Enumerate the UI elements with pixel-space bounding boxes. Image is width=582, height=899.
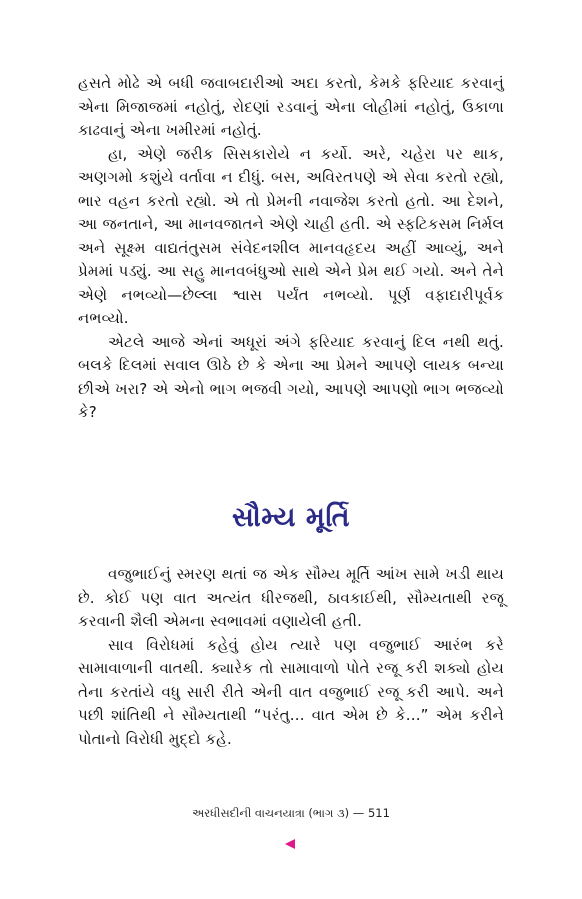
paragraph-5: સાવ વિરોધમાં કહેવું હોય ત્યારે પણ વજુભાઈ આરંભ કરે સામાવાળાની વાતથી. ક્યારેક તો સામાવાળો પોતે રજૂ કરી શક્યો હોય તેના કરતાંયે વધુ સારી રીતે એની વાત વજુભાઈ રજૂ કરી આપે. અને પછી શાંતિથી ને સૌમ્યતાથી “પરંતુ... વાત એમ છે કે...” એમ કરીને પોતાનો વિરોધી મુદ્દો કહે. — [78, 635, 504, 748]
section-heading: સૌમ્ય મૂર્તિ — [232, 502, 350, 533]
paragraph-1: હસતે મોઢે એ બધી જવાબદારીઓ અદા કરતો, કેમકે ફરિયાદ કરવાનું એના મિજાજમાં નહોતું, રોદણાં રડવાનું એના લોહીમાં નહોતું, ઉકાળા કાઢવાનું એના ખમીરમાં નહોતું. — [78, 74, 504, 139]
page-footer: અરધીસદીની વાચનયાત્રા (ભાગ ૩) — 511 — [192, 806, 390, 820]
paragraph-2: હા, એણે જરીક સિસકારોયે ન કર્યો. અરે, ચહેરા પર થાક, અણગમો કશુંયે વર્તાવા ન દીધું. બસ, અવિરતપણે એ સેવા કરતો રહ્યો, ભાર વહન કરતો રહ્યો. એ તો પ્રેમની નવાજેશ કરતો હતો. આ દેશને, આ જનતાને, આ માનવજાતને એણે ચાહી હતી. એ સ્ફટિકસમ નિર્મલ અને સૂક્ષ્મ વાદ્યતંતુસમ સંવેદનશીલ માનવહૃદય અહીં આવ્યું, અને પ્રેમમાં પડ્યું. આ સહુ માનવબંધુઓ સાથે એને પ્રેમ થઈ ગયો. અને તેને એણે નભવ્યો—છેલ્લા શ્વાસ પર્યંત નભવ્યો. પૂર્ણ વફાદારીપૂર્વક નભવ્યો. — [78, 144, 504, 327]
paragraph-3: એટલે આજે એનાં અધૂરાં અંગે ફરિયાદ કરવાનું દિલ નથી થતું. બલકે દિલમાં સવાલ ઊઠે છે કે એના આ પ્રેમને આપણે લાયક બન્યા છીએ ખરા? એ એનો ભાગ ભજવી ગયો, આપણે આપણો ભાગ ભજવ્યો કે? — [78, 332, 504, 421]
triangle-left-icon[interactable] — [282, 836, 298, 852]
paragraph-4: વજુભાઈનું સ્મરણ થતાં જ એક સૌમ્ય મૂર્તિ આંખ સામે ખડી થાય છે. કોઈ પણ વાત અત્યંત ધીરજથી, ઠાવકાઈથી, સૌમ્યતાથી રજૂ કરવાની શૈલી એમના સ્વભાવમાં વણાયેલી હતી. — [78, 565, 504, 630]
text-block-top — [78, 72, 504, 425]
text-block-bottom — [78, 563, 504, 751]
